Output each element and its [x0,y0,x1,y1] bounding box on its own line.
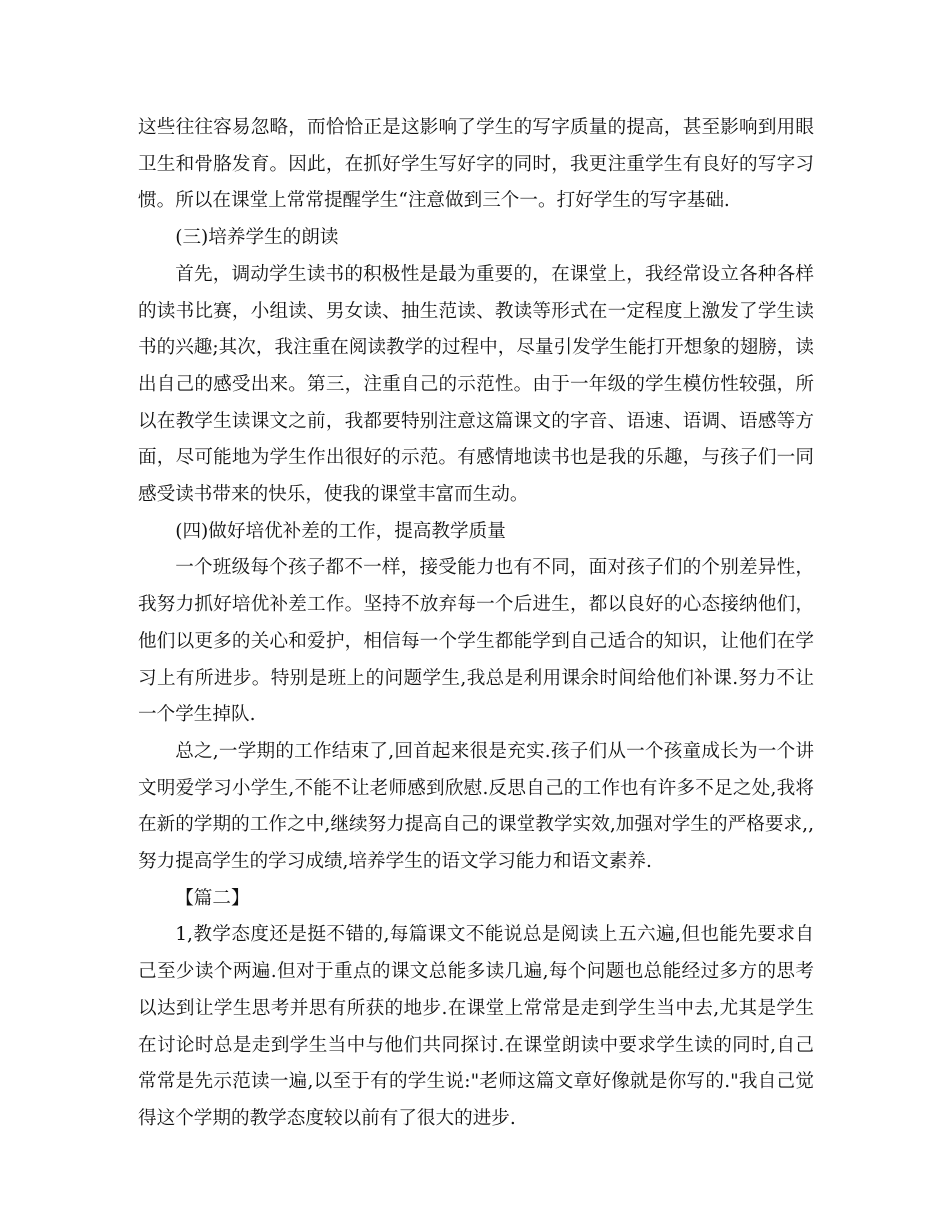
paragraph-summary: 总之,一学期的工作结束了,回首起来很是充实.孩子们从一个孩童成长为一个讲文明爱学习小学生,不能不让老师感到欣慰.反思自己的工作也有许多不足之处,我将在新的学期的工作之中,继续努力提高自己的课堂教学实效,加强对学生的严格要求,,努力提高学生的学习成绩,培养学生的语文学习能力和语文素养. [138,740,814,873]
heading-tutoring: (四)做好培优补差的工作，提高教学质量 [175,520,506,542]
document-page [138,110,814,1138]
heading-part-two: 【篇二】 [175,887,250,909]
heading-reading: (三)培养学生的朗读 [175,227,339,249]
paragraph-teaching-attitude: 1,教学态度还是挺不错的,每篇课文不能说总是阅读上五六遍,但也能先要求自己至少读个两遍.但对于重点的课文总能多读几遍,每个问题也总能经过多方的思考以达到让学生思考并思有所获的地步.在课堂上常常是走到学生当中去,尤其是学生在讨论时总是走到学生当中与他们共同探讨.在课堂朗读中要求学生读的同时,自己常常是先示范读一遍,以至于有的学生说:"老师这篇文章好像就是你写的."我自己觉得这个学期的教学态度较以前有了很大的进步. [138,924,814,1129]
paragraph-writing-habits: 这些往往容易忽略，而恰恰正是这影响了学生的写字质量的提高，甚至影响到用眼卫生和骨胳发育。因此，在抓好学生写好字的同时，我更注重学生有良好的写字习惯。所以在课堂上常常提醒学生“注意做到三个一。打好学生的写字基础. [138,117,814,212]
paragraph-tutoring: 一个班级每个孩子都不一样，接受能力也有不同，面对孩子们的个别差异性，我努力抓好培优补差工作。坚持不放弃每一个后进生，都以良好的心态接纳他们，他们以更多的关心和爱护，相信每一个学生都能学到自己适合的知识，让他们在学习上有所进步。特别是班上的问题学生,我总是利用课余时间给他们补课.努力不让一个学生掉队. [138,557,814,726]
paragraph-reading: 首先，调动学生读书的积极性是最为重要的，在课堂上，我经常设立各种各样的读书比赛，小组读、男女读、抽生范读、教读等形式在一定程度上激发了学生读书的兴趣;其次，我注重在阅读教学的过程中，尽量引发学生能打开想象的翅膀，读出自己的感受出来。第三，注重自己的示范性。由于一年级的学生模仿性较强，所以在教学生读课文之前，我都要特别注意这篇课文的字音、语速、语调、语感等方面，尽可能地为学生作出很好的示范。有感情地读书也是我的乐趣，与孩子们一同感受读书带来的快乐，使我的课堂丰富而生动。 [138,263,814,506]
